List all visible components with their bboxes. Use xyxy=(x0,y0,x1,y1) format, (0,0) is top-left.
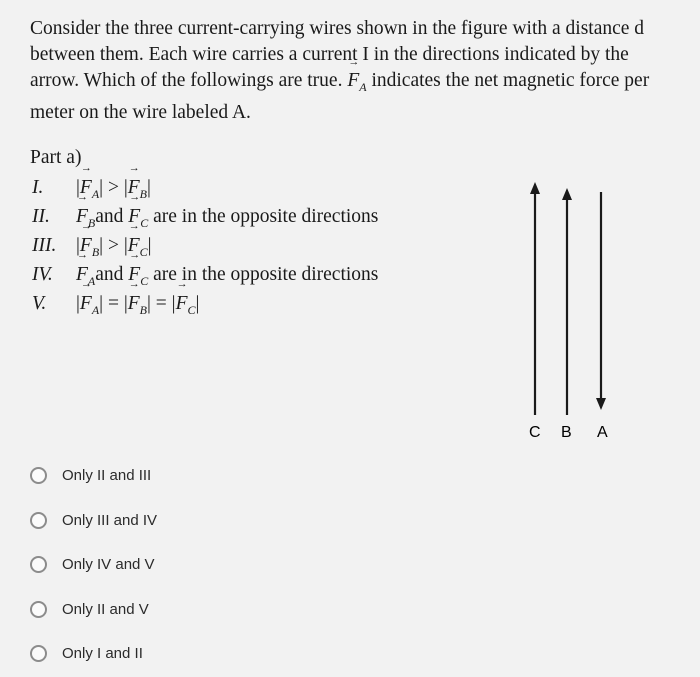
operator: = xyxy=(103,293,124,314)
wire-c xyxy=(529,182,541,441)
magnitude-bar: | xyxy=(99,177,104,198)
force-vector: → $F_B$ xyxy=(80,232,99,266)
option-1[interactable] xyxy=(30,462,151,488)
wire-b-label: B xyxy=(561,424,572,441)
force-vector: → $F_A$ xyxy=(80,174,99,208)
option-1-label: Only II and III xyxy=(62,466,152,484)
radio-icon[interactable] xyxy=(30,467,47,484)
option-2[interactable] xyxy=(30,507,157,533)
radio-icon[interactable] xyxy=(30,645,47,662)
radio-icon[interactable] xyxy=(30,601,47,618)
magnitude-bar: | xyxy=(76,235,80,256)
magnitude-bar: | xyxy=(99,235,104,256)
operator: = xyxy=(150,293,172,314)
magnitude-bar: | xyxy=(195,293,200,314)
magnitude-bar: | xyxy=(147,177,151,198)
force-vector: → $F_C$ xyxy=(176,290,196,324)
radio-icon[interactable] xyxy=(30,556,47,573)
statement-number: II. xyxy=(32,206,50,227)
part-label: Part a) xyxy=(30,147,82,168)
magnitude-bar: | xyxy=(123,235,128,256)
wire-a-label: A xyxy=(597,424,608,441)
wire-b xyxy=(561,188,572,441)
statement-number: V. xyxy=(32,293,47,314)
option-4-label: Only II and V xyxy=(62,600,149,618)
question-text-part2: indicates the net magnetic force per meter on the wire labeled A. xyxy=(30,70,650,123)
statement-text: and xyxy=(95,206,129,227)
radio-icon[interactable] xyxy=(30,512,47,529)
force-vector: → $F_B$ xyxy=(76,203,95,237)
statement-text: are in the opposite directions xyxy=(148,264,379,285)
wire-a-arrow xyxy=(596,398,606,410)
statement-text: are in the opposite directions xyxy=(148,206,379,227)
magnitude-bar: | xyxy=(123,293,128,314)
force-vector: → $F_B$ xyxy=(128,174,147,208)
force-vector: → $F_A$ xyxy=(80,290,99,324)
option-3-label: Only IV and V xyxy=(62,555,155,573)
force-vector: → $F_C$ xyxy=(128,232,148,266)
force-a-symbol: → $F_A$ xyxy=(347,68,366,100)
statement-number: I. xyxy=(32,177,44,198)
wire-a xyxy=(596,192,608,441)
magnitude-bar: | xyxy=(76,177,80,198)
magnitude-bar: | xyxy=(147,235,152,256)
option-3[interactable] xyxy=(30,551,155,577)
force-vector: → $F_C$ xyxy=(128,261,148,295)
wire-b-arrow xyxy=(562,188,572,200)
statement-5 xyxy=(32,290,199,318)
question-text xyxy=(30,16,680,126)
option-5[interactable] xyxy=(30,640,143,666)
option-5-label: Only I and II xyxy=(62,644,143,662)
wire-c-label: C xyxy=(529,424,541,441)
force-vector: → $F_A$ xyxy=(76,261,95,295)
operator: > xyxy=(103,235,124,256)
statement-text: and xyxy=(95,264,129,285)
magnitude-bar: | xyxy=(147,293,151,314)
statement-number: III. xyxy=(32,235,57,256)
statement-number: IV. xyxy=(32,264,53,285)
magnitude-bar: | xyxy=(99,293,104,314)
wire-c-arrow xyxy=(530,182,540,194)
option-2-label: Only III and IV xyxy=(62,511,158,529)
question-text-part1: Consider the three current-carrying wires shown in the figure with a distance d between them. Each wire carries a current I in the directions indicated by the arrow. Which of the followings are true. xyxy=(30,18,645,91)
wires-figure xyxy=(500,170,640,450)
force-vector: → $F_B$ xyxy=(128,290,147,324)
magnitude-bar: | xyxy=(123,177,128,198)
option-4[interactable] xyxy=(30,596,149,622)
magnitude-bar: | xyxy=(76,293,80,314)
operator: > xyxy=(103,177,124,198)
force-vector: → $F_C$ xyxy=(128,203,148,237)
magnitude-bar: | xyxy=(171,293,176,314)
